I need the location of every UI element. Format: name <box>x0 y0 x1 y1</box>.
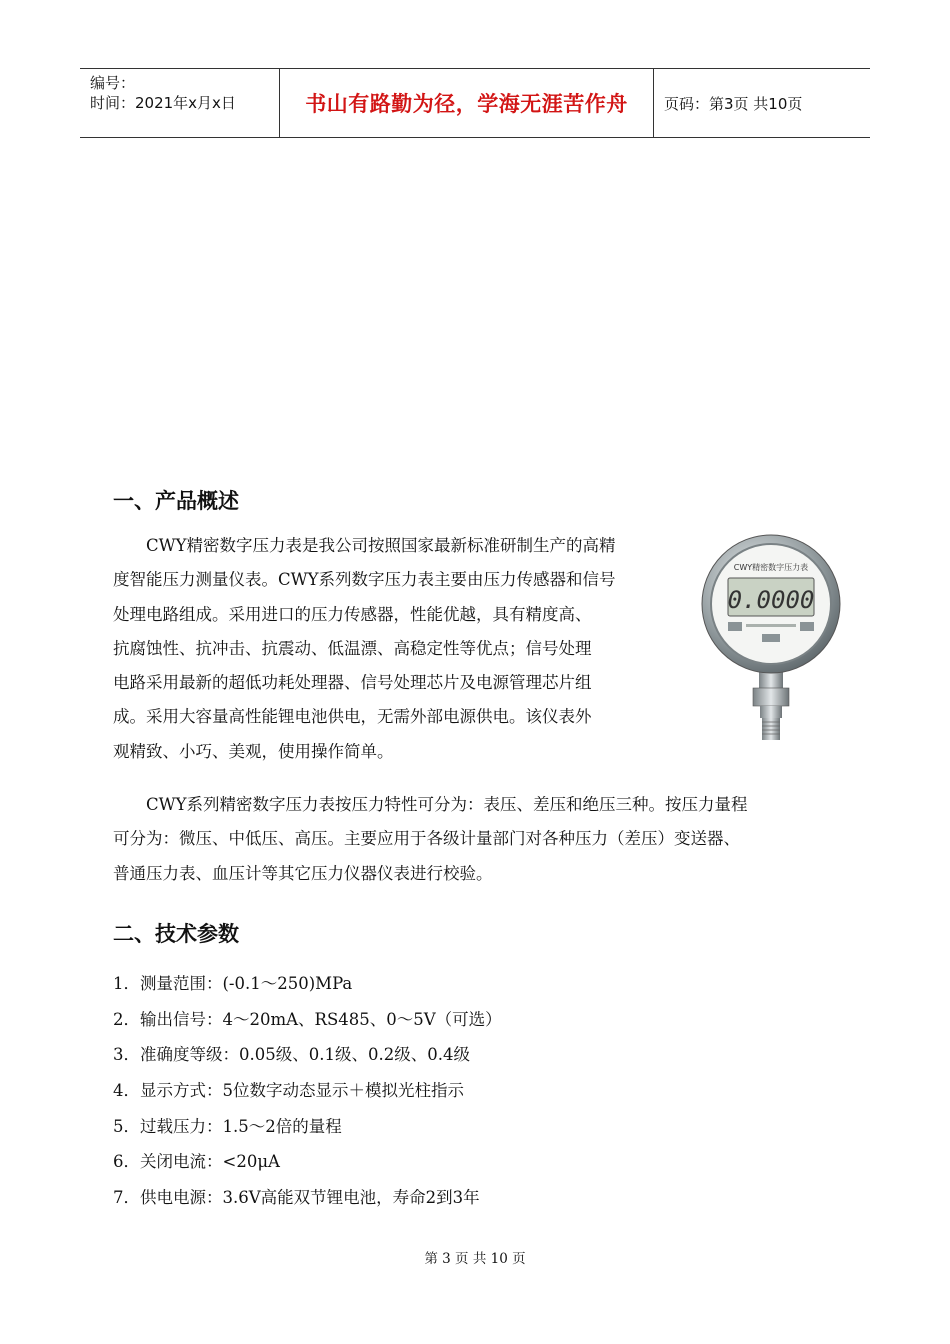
text-line: 可分为：微压、中低压、高压。主要应用于各级计量部门对各种压力（差压）变送器、 <box>113 829 740 849</box>
page-footer: 第 3 页 共 10 页 <box>424 1251 526 1267</box>
digital-pressure-gauge-image <box>700 534 842 744</box>
text-line: 度智能压力测量仪表。CWY系列数字压力表主要由压力传感器和信号 <box>113 570 616 590</box>
list-item: 3．准确度等级：0.05级、0.1级、0.2级、0.4级 <box>113 1045 470 1065</box>
list-item: 6．关闭电流：<20μA <box>113 1152 280 1172</box>
text-line: CWY精密数字压力表是我公司按照国家最新标准研制生产的高精 <box>146 536 616 555</box>
header-page-label: 页码：第3页 共10页 <box>664 94 803 113</box>
text-line: 成。采用大容量高性能锂电池供电，无需外部电源供电。该仪表外 <box>113 707 592 727</box>
section1-paragraph1 <box>113 529 713 769</box>
header-number: 编号： <box>90 74 136 92</box>
list-item: 7．供电电源：3.6V高能双节锂电池，寿命2到3年 <box>113 1188 480 1208</box>
list-item: 1．测量范围：(-0.1～250)MPa <box>113 974 353 993</box>
gauge-face-title: CWY精密数字压力表 <box>733 563 809 572</box>
section2-title: 二、技术参数 <box>113 922 239 946</box>
section1-title: 一、产品概述 <box>113 489 239 513</box>
header-motto: 书山有路勤为径，学海无涯苦作舟 <box>280 69 654 137</box>
page-header <box>80 68 870 138</box>
text-line: 抗腐蚀性、抗冲击、抗震动、低温漂、高稳定性等优点；信号处理 <box>113 638 592 658</box>
list-item: 5．过载压力：1.5～2倍的量程 <box>113 1116 342 1136</box>
gauge-button-left <box>728 622 742 631</box>
text-line: 观精致、小巧、美观，使用操作简单。 <box>113 741 394 761</box>
gauge-display-value: 0.0000 <box>727 586 815 614</box>
gauge-button-right <box>800 622 814 631</box>
text-line: 电路采用最新的超低功耗处理器、信号处理芯片及电源管理芯片组 <box>113 673 592 693</box>
list-item: 2．输出信号：4～20mA、RS485、0～5V（可选） <box>113 1009 502 1029</box>
section1-paragraph2 <box>113 788 873 891</box>
header-time: 时间：2021年x月x日 <box>90 94 236 112</box>
spec-list <box>113 966 502 1216</box>
list-item: 4．显示方式：5位数字动态显示＋模拟光柱指示 <box>113 1081 464 1101</box>
gauge-label-strip <box>746 624 796 627</box>
text-line: CWY系列精密数字压力表按压力特性可分为：表压、差压和绝压三种。按压力量程 <box>146 795 748 814</box>
gauge-button-center <box>762 634 780 642</box>
header-meta <box>80 69 280 137</box>
text-line: 普通压力表、血压计等其它压力仪器仪表进行校验。 <box>113 863 493 883</box>
text-line: 处理电路组成。采用进口的压力传感器，性能优越，具有精度高、 <box>113 604 592 624</box>
